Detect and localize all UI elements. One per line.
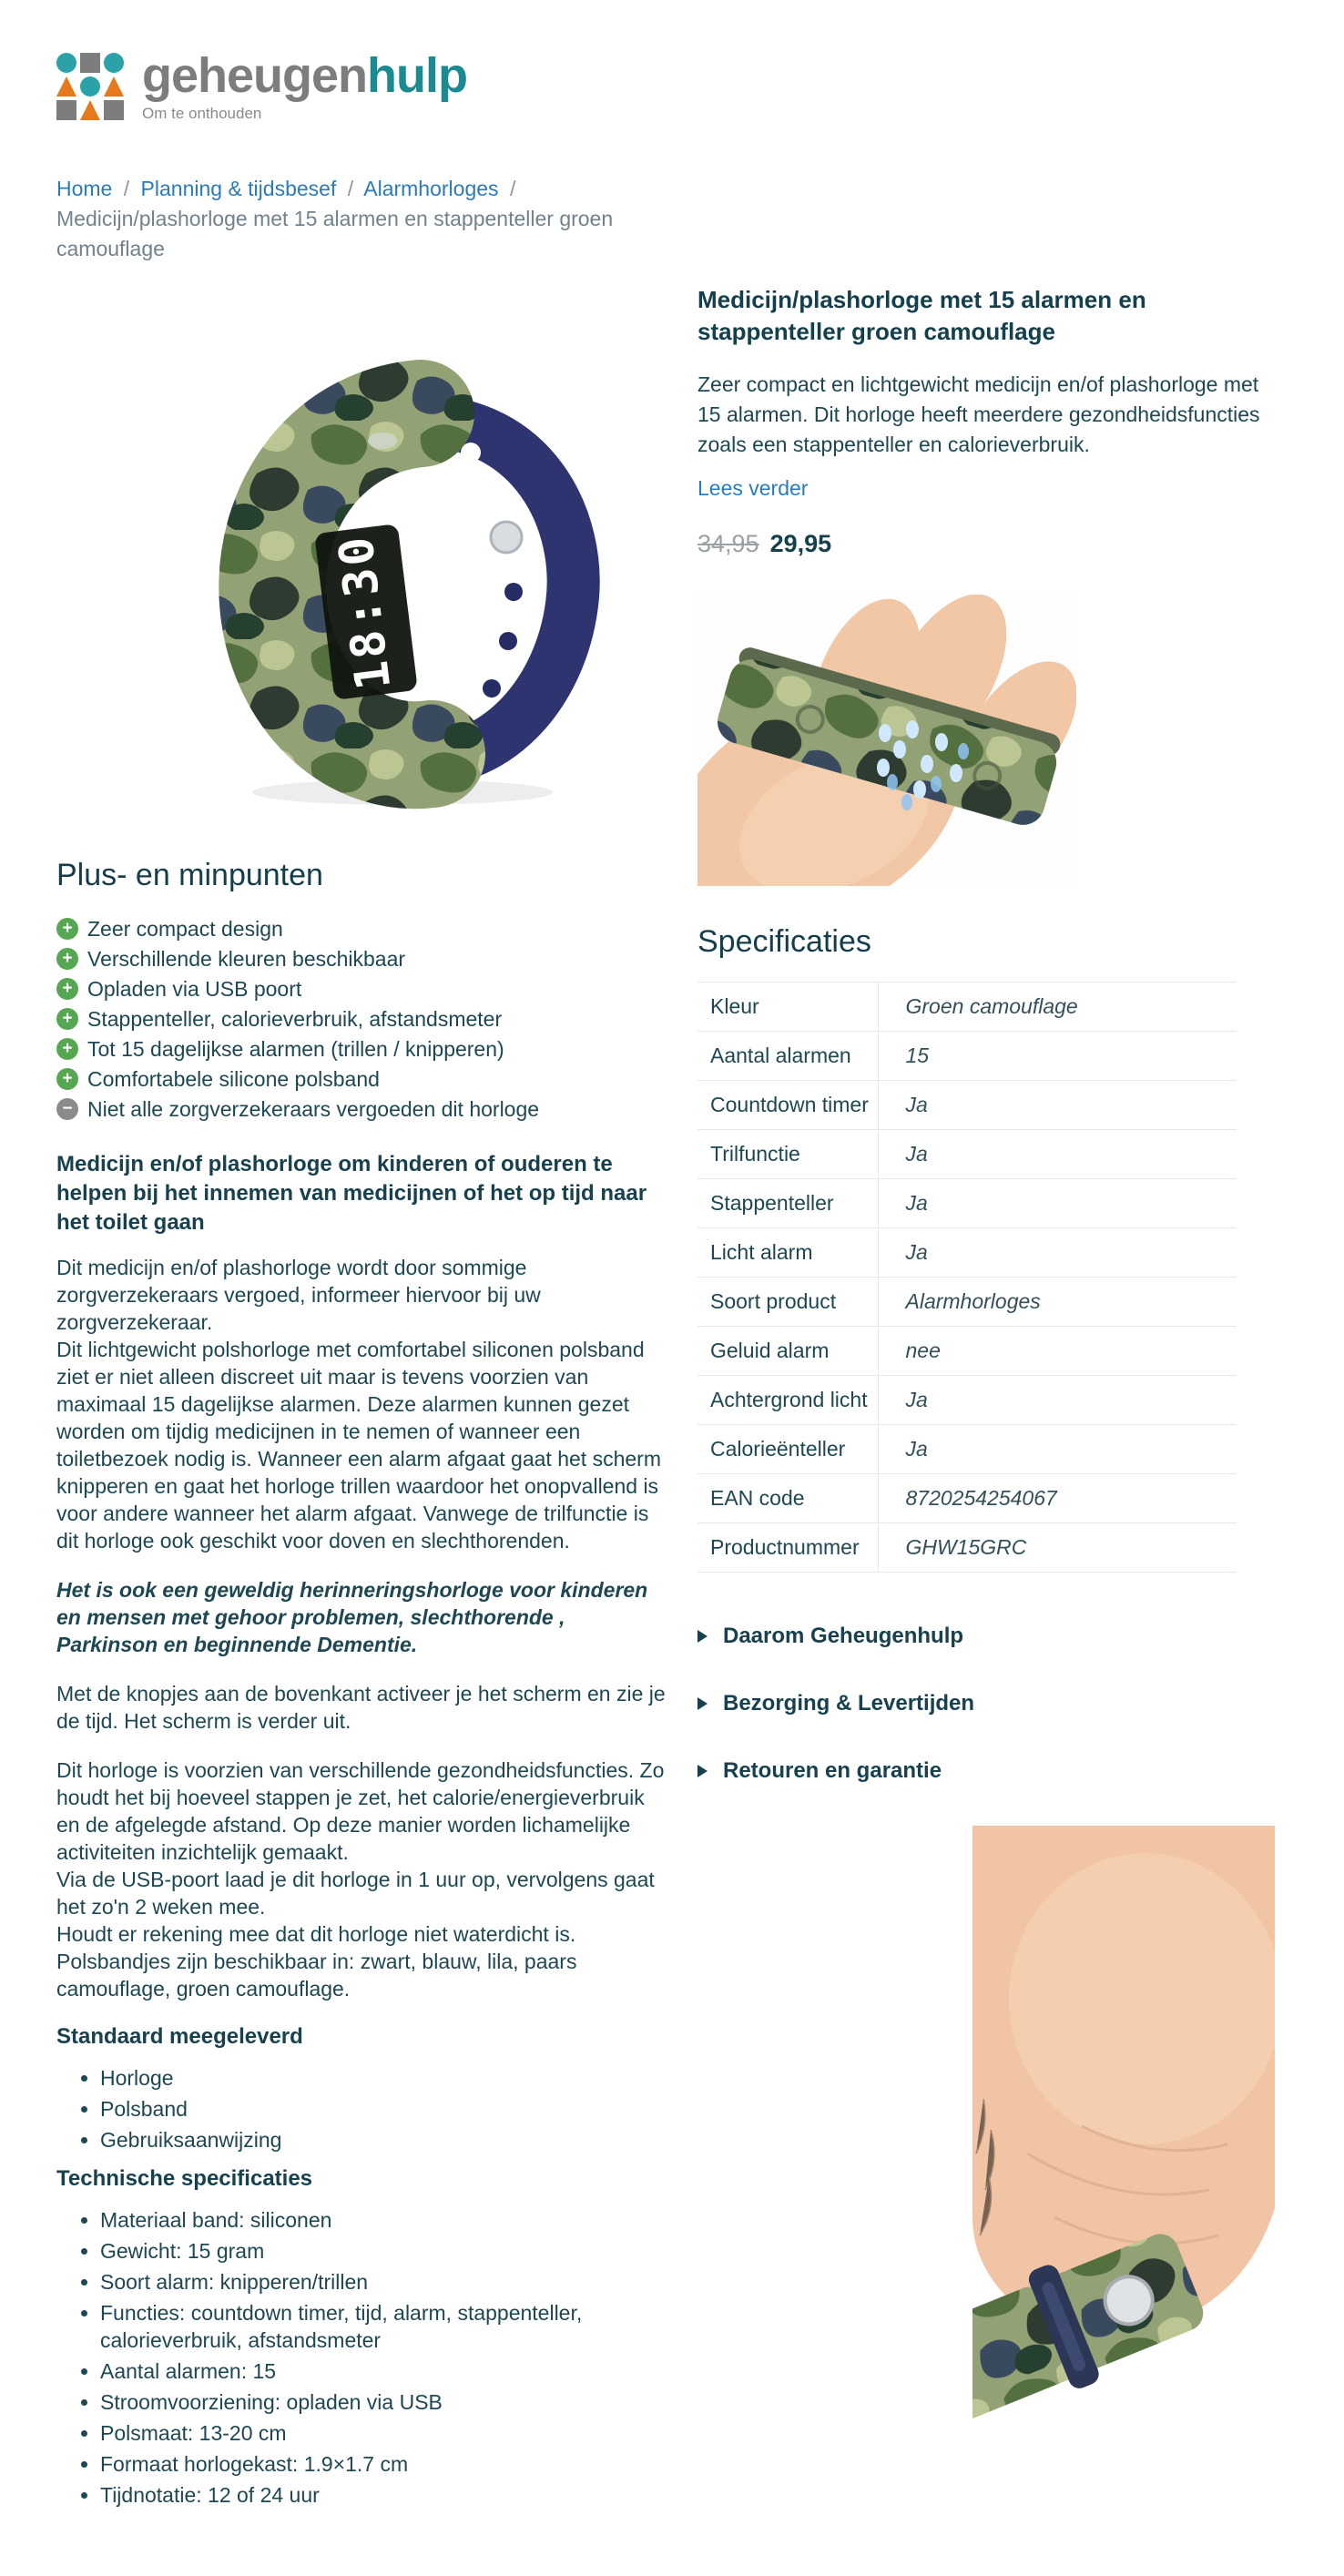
accordion-label: Retouren en garantie xyxy=(723,1758,942,1783)
spec-label: Licht alarm xyxy=(697,1228,878,1278)
accordion-label: Daarom Geheugenhulp xyxy=(723,1624,964,1648)
breadcrumb-current: Medicijn/plashorloge met 15 alarmen en stappenteller groen camouflage xyxy=(56,207,614,260)
spec-row xyxy=(697,1278,1237,1327)
pros-item xyxy=(56,1065,672,1093)
price-new: 29,95 xyxy=(769,530,832,557)
spec-label: Achtergrond licht xyxy=(697,1376,878,1425)
pros-item-label: Zeer compact design xyxy=(87,917,283,941)
right-column xyxy=(697,280,1288,2521)
main-content xyxy=(56,280,1288,2521)
accordion-retouren-garantie[interactable] xyxy=(697,1758,1288,1784)
pros-item-label: Stappenteller, calorieverbruik, afstandsmeter xyxy=(87,1007,503,1031)
minus-icon: − xyxy=(56,1098,78,1120)
tech-spec-item: • Materiaal band: siliconen xyxy=(100,2206,672,2234)
included-item: • Horloge xyxy=(100,2064,672,2092)
specifications-heading: Specificaties xyxy=(697,924,871,959)
breadcrumb-separator: / xyxy=(347,177,354,200)
pros-item xyxy=(56,1035,672,1063)
product-image-hand[interactable] xyxy=(697,595,1076,886)
info-accordions xyxy=(697,1624,1288,1784)
description-paragraph: Dit horloge is voorzien van verschillende gezondheidsfuncties. Zo houdt het bij hoeveel stappen je zet, het calorie/energieverbruik en de afgelegde afstand. Op deze manier worden lichamelijke activiteiten inzichtelijk gemaakt. xyxy=(56,1758,665,1864)
included-heading: Standaard meegeleverd xyxy=(56,2024,303,2049)
plus-icon: + xyxy=(56,978,78,1000)
brand-name-secondary: hulp xyxy=(367,48,467,103)
spec-value: Ja xyxy=(878,1130,1237,1179)
accordion-daarom-geheugenhulp[interactable] xyxy=(697,1624,1288,1649)
spec-value: Ja xyxy=(878,1081,1237,1130)
logo-triangle-icon xyxy=(104,76,124,97)
accordion-label: Bezorging & Levertijden xyxy=(723,1691,975,1716)
spec-label: Calorieënteller xyxy=(697,1425,878,1474)
pros-cons-list xyxy=(56,915,672,1123)
description-paragraph: Houdt er rekening mee dat dit horloge niet waterdicht is. xyxy=(56,1922,576,1946)
product-image-wrist xyxy=(972,1826,1275,2456)
plus-icon: + xyxy=(56,1038,78,1060)
tech-spec-item: • Polsmaat: 13-20 cm xyxy=(100,2419,672,2447)
brand-logo-icon xyxy=(56,53,124,121)
pros-cons-section xyxy=(56,858,672,1123)
tech-spec-item: • Functies: countdown timer, tijd, alarm, stappenteller, calorieverbruik, afstandsmeter xyxy=(100,2299,672,2354)
brand-logo[interactable] xyxy=(56,48,467,122)
watch-display-time: 18:30 xyxy=(328,531,402,693)
brand-logo-text xyxy=(142,48,467,122)
breadcrumb-link-alarmhorloges[interactable]: Alarmhorloges xyxy=(363,177,499,200)
breadcrumb-separator: / xyxy=(509,177,516,200)
plus-icon: + xyxy=(56,1068,78,1090)
plus-icon: + xyxy=(56,1008,78,1030)
pros-cons-heading: Plus- en minpunten xyxy=(56,858,323,892)
pros-item-label: Verschillende kleuren beschikbaar xyxy=(87,947,406,971)
pros-item xyxy=(56,1005,672,1033)
description-paragraph: Polsbandjes zijn beschikbaar in: zwart, blauw, lila, paars camouflage, groen camouflage. xyxy=(56,1950,577,2001)
spec-value: Ja xyxy=(878,1228,1237,1278)
spec-label: Geluid alarm xyxy=(697,1327,878,1376)
logo-square-icon xyxy=(104,100,124,120)
spec-label: Kleur xyxy=(697,983,878,1032)
pros-item xyxy=(56,975,672,1003)
specifications-table xyxy=(697,982,1237,1573)
product-description xyxy=(56,1150,672,2509)
spec-row xyxy=(697,1228,1237,1278)
included-item: • Polsband xyxy=(100,2095,672,2123)
description-paragraph: Dit lichtgewicht polshorloge met comfortabel siliconen polsband ziet er niet alleen discreet uit maar is tevens voorzien van maximaal 15 dagelijkse alarmen. Deze alarmen kunnen gezet worden om tijdig medicijnen in te nemen of wanneer een toiletbezoek nodig is. Wanneer een alarm afgaat gaat het scherm knipperen en gaat het horloge trillen waardoor het onopvallend is voor andere wanneer het alarm afgaat. Vanwege de trilfunctie is dit horloge ook geschikt voor doven en slechthorenden. xyxy=(56,1338,661,1553)
spec-row xyxy=(697,1032,1237,1081)
spec-row xyxy=(697,1179,1237,1228)
spec-label: Soort product xyxy=(697,1278,878,1327)
spec-row xyxy=(697,1081,1237,1130)
spec-label: Productnummer xyxy=(697,1523,878,1573)
specifications-section xyxy=(697,924,1288,1573)
breadcrumb xyxy=(56,174,705,264)
brand-name-primary: geheugen xyxy=(142,48,368,103)
spec-row xyxy=(697,1523,1237,1573)
tech-specs-heading: Technische specificaties xyxy=(56,2166,313,2191)
spec-row xyxy=(697,1130,1237,1179)
price-block xyxy=(697,530,1288,558)
read-more-link[interactable]: Lees verder xyxy=(697,476,809,500)
price-old: 34,95 xyxy=(697,530,759,557)
spec-label: Aantal alarmen xyxy=(697,1032,878,1081)
tech-spec-item: • Formaat horlogekast: 1.9×1.7 cm xyxy=(100,2450,672,2478)
tech-spec-item: • Aantal alarmen: 15 xyxy=(100,2357,672,2385)
chevron-right-icon xyxy=(697,1630,708,1643)
logo-triangle-icon xyxy=(56,76,76,97)
logo-square-icon xyxy=(56,100,76,120)
tech-spec-item: • Tijdnotatie: 12 of 24 uur xyxy=(100,2481,672,2509)
logo-circle-icon xyxy=(104,53,124,73)
spec-value: Ja xyxy=(878,1179,1237,1228)
pros-item-label: Comfortabele silicone polsband xyxy=(87,1067,380,1091)
watch-illustration xyxy=(193,311,612,821)
description-paragraph: Dit medicijn en/of plashorloge wordt door sommige zorgverzekeraars vergoed, informeer hiervoor bij uw zorgverzekeraar. xyxy=(56,1256,541,1334)
spec-row xyxy=(697,1376,1237,1425)
spec-row xyxy=(697,1327,1237,1376)
chevron-right-icon xyxy=(697,1697,708,1710)
spec-value: Alarmhorloges xyxy=(878,1278,1237,1327)
spec-label: Countdown timer xyxy=(697,1081,878,1130)
spec-label: Trilfunctie xyxy=(697,1130,878,1179)
product-title: Medicijn/plashorloge met 15 alarmen en stappenteller groen camouflage xyxy=(697,286,1146,345)
logo-square-icon xyxy=(80,53,100,73)
tech-spec-item: • Stroomvoorziening: opladen via USB xyxy=(100,2388,672,2416)
chevron-right-icon xyxy=(697,1765,708,1777)
tech-spec-item: • Gewicht: 15 gram xyxy=(100,2237,672,2265)
tech-spec-item: • Soort alarm: knipperen/trillen xyxy=(100,2268,672,2296)
spec-value: GHW15GRC xyxy=(878,1523,1237,1573)
spec-label: Stappenteller xyxy=(697,1179,878,1228)
description-paragraph: Met de knopjes aan de bovenkant activeer je het scherm en zie je de tijd. Het scherm is verder uit. xyxy=(56,1682,666,1733)
included-list xyxy=(84,2064,672,2153)
spec-row xyxy=(697,1425,1237,1474)
plus-icon: + xyxy=(56,948,78,970)
site-header xyxy=(56,48,1288,122)
product-summary: Zeer compact en lichtgewicht medicijn en/of plashorloge met 15 alarmen. Dit horloge heeft meerdere gezondheidsfuncties zoals een stappenteller en calorieverbruik. xyxy=(697,372,1260,456)
spec-value: Ja xyxy=(878,1376,1237,1425)
spec-label: EAN code xyxy=(697,1474,878,1523)
breadcrumb-link-home[interactable]: Home xyxy=(56,177,113,200)
tech-specs-list xyxy=(84,2206,672,2509)
spec-value: 8720254254067 xyxy=(878,1474,1237,1523)
breadcrumb-link-planning-tijdsbesef[interactable]: Planning & tijdsbesef xyxy=(140,177,337,200)
included-item: • Gebruiksaanwijzing xyxy=(100,2126,672,2153)
breadcrumb-separator: / xyxy=(123,177,130,200)
wrist-with-watch-illustration xyxy=(972,1826,1275,2456)
brand-tagline: Om te onthouden xyxy=(142,105,262,122)
spec-value: Groen camouflage xyxy=(878,983,1237,1032)
logo-circle-icon xyxy=(56,53,76,73)
logo-circle-icon xyxy=(80,76,100,97)
logo-triangle-icon xyxy=(80,100,100,120)
product-image-main[interactable] xyxy=(193,311,612,821)
spec-value: 15 xyxy=(878,1032,1237,1081)
description-paragraph: Via de USB-poort laad je dit horloge in 1 uur op, vervolgens gaat het zo'n 2 weken mee. xyxy=(56,1868,655,1919)
description-paragraph-emphasis: Het is ook een geweldig herinneringshorloge voor kinderen en mensen met gehoor problemen, slechthorende , Parkinson en beginnende Dementie. xyxy=(56,1578,648,1656)
description-heading: Medicijn en/of plashorloge om kinderen of ouderen te helpen bij het innemen van medicijnen of het op tijd naar het toilet gaan xyxy=(56,1152,647,1235)
spec-row xyxy=(697,1474,1237,1523)
cons-item xyxy=(56,1095,672,1123)
pros-item xyxy=(56,945,672,972)
pros-item-label: Opladen via USB poort xyxy=(87,977,302,1001)
hand-with-watch-illustration xyxy=(697,595,1076,886)
spec-row xyxy=(697,983,1237,1032)
left-column xyxy=(56,280,672,2521)
spec-value: Ja xyxy=(878,1425,1237,1474)
accordion-bezorging-levertijden[interactable] xyxy=(697,1691,1288,1716)
pros-item-label: Tot 15 dagelijkse alarmen (trillen / knipperen) xyxy=(87,1037,504,1061)
cons-item-label: Niet alle zorgverzekeraars vergoeden dit horloge xyxy=(87,1097,540,1121)
spec-value: nee xyxy=(878,1327,1237,1376)
plus-icon: + xyxy=(56,918,78,940)
pros-item xyxy=(56,915,672,942)
